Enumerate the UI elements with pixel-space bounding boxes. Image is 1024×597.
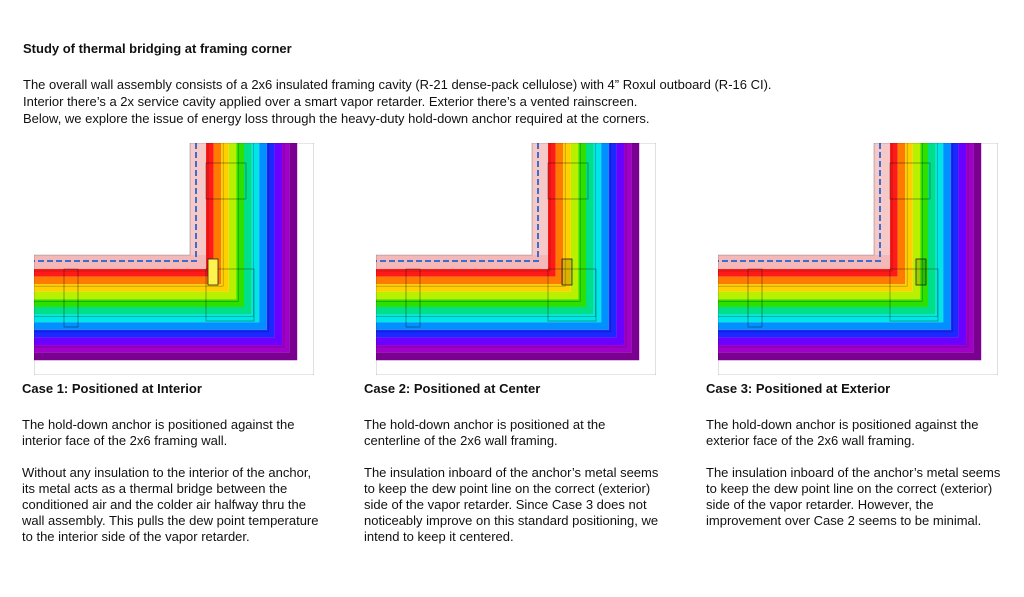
case-title: Case 2: Positioned at Center xyxy=(364,381,541,396)
case-description: The hold-down anchor is positioned at the centerline of the 2x6 wall framing. xyxy=(364,417,606,448)
case-analysis: The insulation inboard of the anchor’s metal seems to keep the dew point line on the correct (exterior) side of the vapor retarder. Since Case 3 does not noticeably improve on this standard positioning, we intend to keep it centered. xyxy=(364,465,659,544)
interior-zone xyxy=(376,143,548,269)
thermal-image-case-3 xyxy=(718,143,998,375)
page-title: Study of thermal bridging at framing corner xyxy=(23,41,292,56)
case-title: Case 1: Positioned at Interior xyxy=(22,381,202,396)
case-description: The hold-down anchor is positioned against the interior face of the 2x6 framing wall. xyxy=(22,417,295,448)
thermal-image-case-2 xyxy=(376,143,656,375)
hold-down-anchor xyxy=(208,259,218,285)
dew-point-line xyxy=(376,143,538,261)
intro-line: Below, we explore the issue of energy loss through the heavy-duty hold-down anchor required at the corners. xyxy=(23,111,650,126)
hold-down-anchor xyxy=(916,259,926,285)
case-analysis: Without any insulation to the interior of the anchor, its metal acts as a thermal bridge between the conditioned air and the colder air halfway thru the wall assembly. This pulls the dew point temperature to the interior side of the vapor retarder. xyxy=(22,465,319,544)
case-description: The hold-down anchor is positioned against the exterior face of the 2x6 wall framing. xyxy=(706,417,979,448)
case-analysis: The insulation inboard of the anchor’s metal seems to keep the dew point line on the correct (exterior) side of the vapor retarder. However, the improvement over Case 2 seems to be minimal. xyxy=(706,465,1001,528)
hold-down-anchor xyxy=(562,259,572,285)
thermal-image-case-1 xyxy=(34,143,314,375)
interior-zone xyxy=(718,143,890,269)
intro-text xyxy=(23,76,1003,127)
dew-point-line xyxy=(34,143,196,261)
isotherm-line xyxy=(376,143,550,271)
dew-point-line xyxy=(718,143,880,261)
isotherm-line xyxy=(34,143,208,271)
intro-line: Interior there’s a 2x service cavity applied over a smart vapor retarder. Exterior there’s a vented rainscreen. xyxy=(23,94,638,109)
intro-line: The overall wall assembly consists of a 2x6 insulated framing cavity (R-21 dense-pack cellulose) with 4” Roxul outboard (R-16 CI). xyxy=(23,77,772,92)
isotherm-line xyxy=(718,143,892,271)
interior-zone xyxy=(34,143,206,269)
case-title: Case 3: Positioned at Exterior xyxy=(706,381,891,396)
